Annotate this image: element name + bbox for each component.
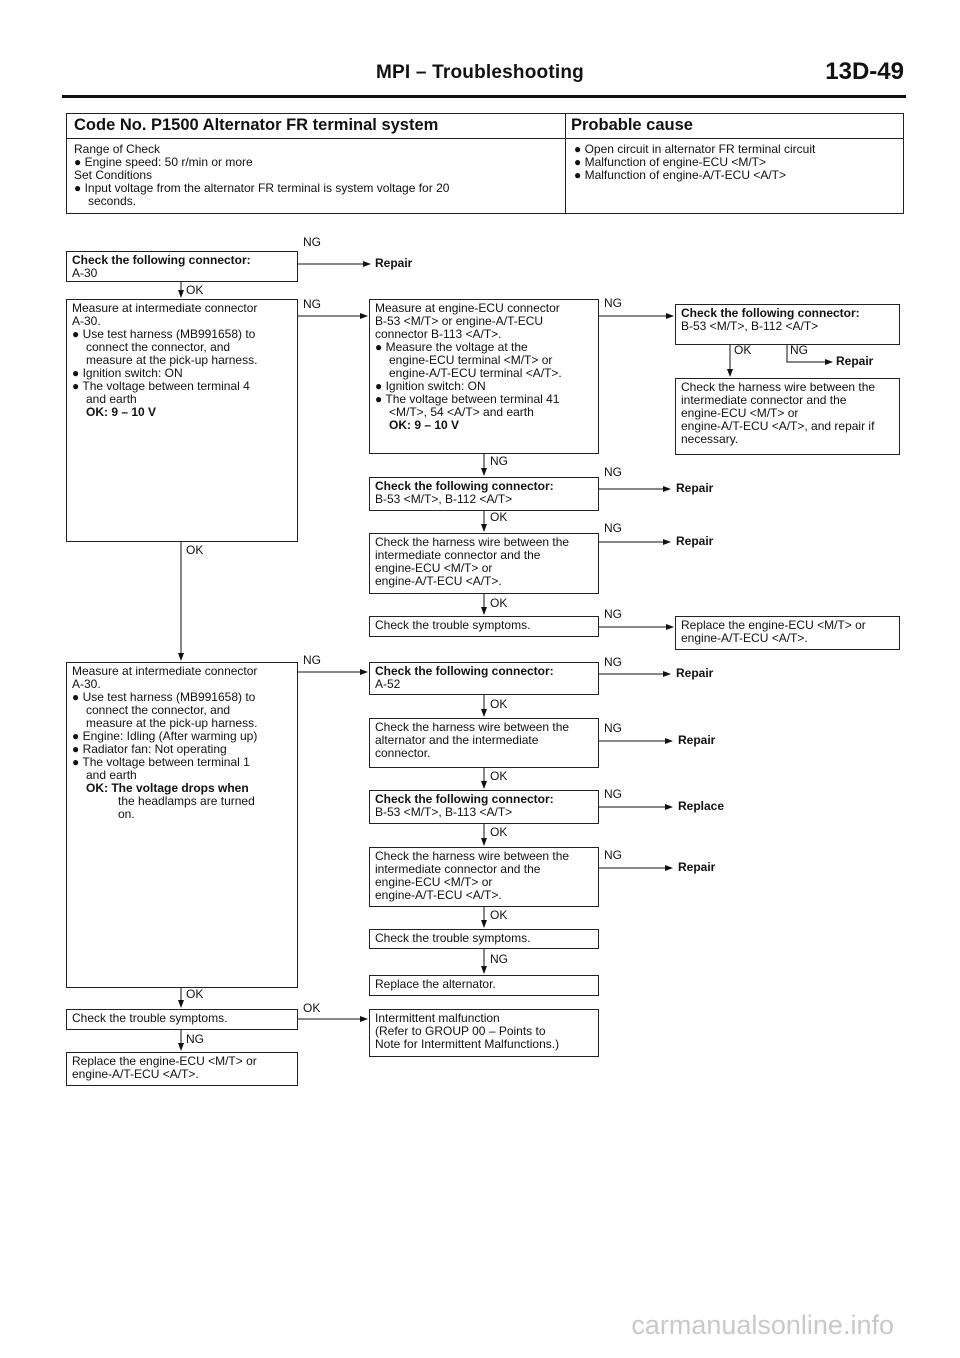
- result-repair: Repair: [676, 534, 714, 548]
- label-ng: NG: [604, 655, 622, 669]
- range-of-check: Range of Check ● Engine speed: 50 r/min or more Set Conditions ● Input voltage from the alternator FR terminal is system voltage for 20 seconds.: [74, 142, 450, 208]
- label-ok: OK: [490, 510, 508, 524]
- label-ng: NG: [186, 1032, 204, 1046]
- label-ok: OK: [186, 987, 204, 1001]
- label-ng: NG: [303, 653, 321, 667]
- label-ok: OK: [303, 1001, 321, 1015]
- result-repair: Repair: [375, 256, 413, 270]
- label-ng: NG: [490, 454, 508, 468]
- label-ok: OK: [186, 543, 204, 557]
- label-ng: NG: [604, 848, 622, 862]
- box-replace-ecu-right: Replace the engine-ECU <M/T> or engine-A/T-ECU <A/T>.: [675, 616, 900, 650]
- result-replace: Replace: [678, 799, 725, 813]
- label-ng: NG: [790, 343, 808, 357]
- result-repair: Repair: [836, 354, 874, 368]
- box-check-trouble-symptoms-3: Check the trouble symptoms.: [66, 1009, 298, 1030]
- probable-cause-list: ● Open circuit in alternator FR terminal circuit ● Malfunction of engine-ECU <M/T> ● Malfunction of engine-A/T-ECU <A/T>: [574, 142, 816, 182]
- label-ng: NG: [604, 465, 622, 479]
- watermark: carmanualsonline.info: [631, 1310, 894, 1340]
- page-number: 13D-49: [825, 58, 904, 85]
- box-check-connector-b53-b113: Check the following connector: B-53 <M/T>, B-113 <A/T>: [369, 790, 599, 824]
- label-ok: OK: [490, 769, 508, 783]
- label-ok: OK: [490, 697, 508, 711]
- probable-cause-title: Probable cause: [571, 116, 693, 134]
- label-ng: NG: [303, 235, 321, 249]
- box-replace-alternator: Replace the alternator.: [369, 975, 599, 996]
- label-ok: OK: [490, 825, 508, 839]
- box-measure-ecu-connector: Measure at engine-ECU connector B-53 <M/T> or engine-A/T-ECU connector B-113 <A/T>. ● Measure the voltage at the engine-ECU terminal <M/T> or engine-A/T-ECU terminal <A/T>. ● Ignition switch: ON ● The voltage between terminal 41 <M/T>, 54 <A/T> and earth OK: 9 – 10 V: [369, 299, 599, 454]
- box-replace-ecu-bottom: Replace the engine-ECU <M/T> or engine-A/T-ECU <A/T>.: [66, 1052, 298, 1086]
- box-check-trouble-symptoms-2: Check the trouble symptoms.: [369, 929, 599, 949]
- label-ok: OK: [734, 343, 752, 357]
- result-repair: Repair: [678, 733, 716, 747]
- label-ng: NG: [604, 787, 622, 801]
- result-repair: Repair: [676, 666, 714, 680]
- code-title: Code No. P1500 Alternator FR terminal system: [74, 116, 439, 134]
- label-ng: NG: [490, 952, 508, 966]
- box-check-harness-ecu-2: Check the harness wire between the intermediate connector and the engine-ECU <M/T> or engine-A/T-ECU <A/T>.: [369, 847, 599, 907]
- label-ng: NG: [303, 297, 321, 311]
- result-repair: Repair: [676, 481, 714, 495]
- box-measure-a30-terminal4: Measure at intermediate connector A-30. ● Use test harness (MB991658) to connect the connector, and measure at the pick-up harness. ● Ignition switch: ON ● The voltage between terminal 4 and earth OK: 9 – 10 V: [66, 299, 298, 542]
- box-check-harness-alternator: Check the harness wire between the alternator and the intermediate connector.: [369, 718, 599, 768]
- box-intermittent-malfunction: Intermittent malfunction (Refer to GROUP 00 – Points to Note for Intermittent Malfunctions.): [369, 1009, 599, 1057]
- label-ng: NG: [604, 721, 622, 735]
- box-check-harness-ecu: Check the harness wire between the intermediate connector and the engine-ECU <M/T> or engine-A/T-ECU <A/T>.: [369, 533, 599, 594]
- box-check-trouble-symptoms-1: Check the trouble symptoms.: [369, 616, 599, 637]
- label-ok: OK: [490, 908, 508, 922]
- box-check-connector-a30: Check the following connector: A-30: [66, 251, 298, 282]
- box-check-connector-b53-b112-right: Check the following connector: B-53 <M/T>, B-112 <A/T>: [675, 304, 900, 345]
- label-ok: OK: [490, 596, 508, 610]
- label-ng: NG: [604, 521, 622, 535]
- label-ng: NG: [604, 607, 622, 621]
- page-title: MPI – Troubleshooting: [376, 62, 584, 83]
- label-ng: NG: [604, 296, 622, 310]
- label-ok: OK: [186, 283, 204, 297]
- box-check-connector-a52: Check the following connector: A-52: [369, 662, 599, 695]
- box-measure-a30-terminal1: Measure at intermediate connector A-30. ● Use test harness (MB991658) to connect the connector, and measure at the pick-up harness. ● Engine: Idling (After warming up) ● Radiator fan: Not operating ● The voltage between terminal 1 and earth OK: The voltage drops when the headlamps are turned on.: [66, 662, 298, 988]
- result-repair: Repair: [678, 860, 716, 874]
- box-check-harness-repair: Check the harness wire between the intermediate connector and the engine-ECU <M/T> or engine-A/T-ECU <A/T>, and repair if necessary.: [675, 378, 900, 455]
- box-check-connector-b53-b112: Check the following connector: B-53 <M/T>, B-112 <A/T>: [369, 477, 599, 511]
